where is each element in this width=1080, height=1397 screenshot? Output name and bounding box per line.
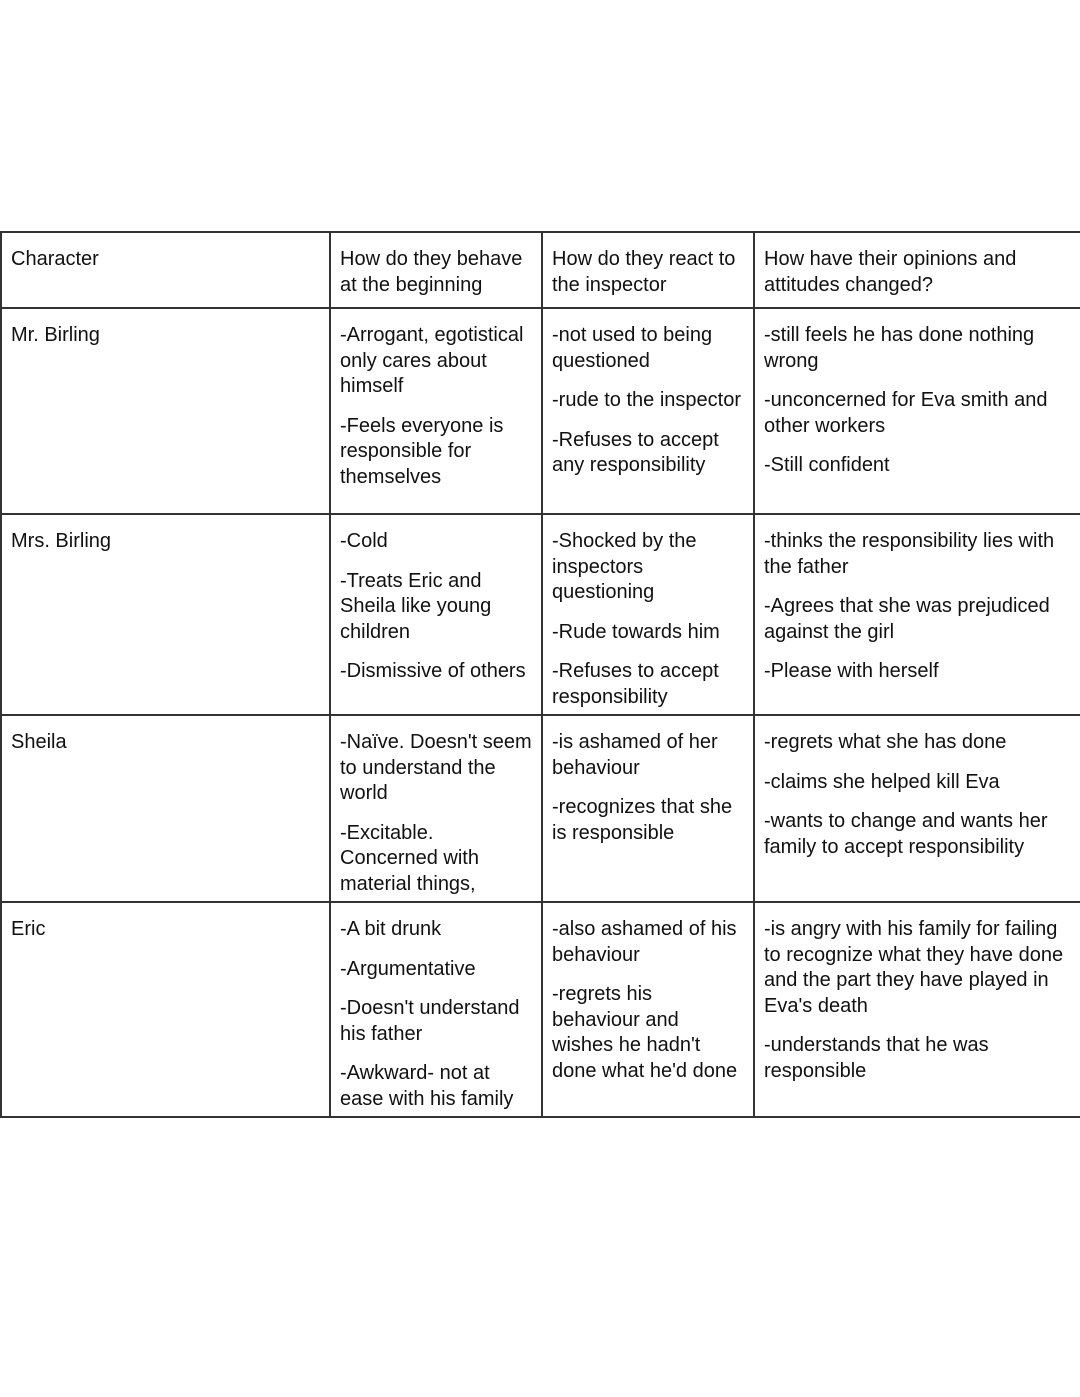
change-entry: -unconcerned for Eva smith and other workers — [764, 389, 1048, 437]
table-row-mr-birling — [1, 308, 1080, 514]
beginning-entry: -Feels everyone is responsible for themselves — [340, 414, 504, 488]
change-entry: -Still confident — [764, 454, 890, 476]
table-row-eric — [1, 902, 1080, 1117]
reaction-entry: -Shocked by the inspectors questioning — [552, 530, 697, 603]
change-entry: -Agrees that she was prejudiced against the girl — [764, 595, 1050, 643]
beginning-entry: -Treats Eric and Sheila like young children — [340, 569, 492, 643]
change-entry: -still feels he has done nothing wrong — [764, 324, 1035, 372]
change-entry: -understands that he was responsible — [764, 1034, 989, 1082]
reaction-cell — [542, 308, 754, 514]
character-cell: Mrs. Birling — [1, 514, 330, 715]
header-character: Character — [1, 232, 330, 308]
reaction-cell — [542, 514, 754, 715]
beginning-entry: -Dismissive of others — [340, 660, 526, 682]
change-entry: -Please with herself — [764, 660, 939, 682]
character-cell: Eric — [1, 902, 330, 1117]
change-cell — [754, 902, 1080, 1117]
reaction-entry: -rude to the inspector — [552, 389, 741, 411]
header-reaction: How do they react to the inspector — [542, 232, 754, 308]
reaction-entry: -not used to being questioned — [552, 324, 713, 372]
reaction-cell — [542, 902, 754, 1117]
character-cell: Sheila — [1, 715, 330, 902]
reaction-entry: -regrets his behaviour and wishes he hadn't done what he'd done — [552, 983, 738, 1082]
change-entry: -is angry with his family for failing to recognize what they have done and the part they have played in Eva's death — [764, 918, 1064, 1017]
beginning-entry: -Awkward- not at ease with his family — [340, 1062, 514, 1110]
beginning-entry: -Cold — [340, 530, 388, 552]
beginning-cell — [330, 514, 542, 715]
change-entry: -claims she helped kill Eva — [764, 770, 1000, 793]
table-row-mrs-birling — [1, 514, 1080, 715]
change-entry: -thinks the responsibility lies with the father — [764, 530, 1055, 578]
change-cell — [754, 514, 1080, 715]
reaction-cell — [542, 715, 754, 902]
character-analysis-sheet — [0, 231, 1080, 1118]
character-cell: Mr. Birling — [1, 308, 330, 514]
beginning-cell — [330, 308, 542, 514]
beginning-entry: -Excitable. Concerned with material things, — [340, 821, 479, 895]
reaction-entry: -Refuses to accept any responsibility — [552, 428, 719, 476]
reaction-entry: -is ashamed of her behaviour — [552, 731, 718, 779]
beginning-cell — [330, 715, 542, 902]
reaction-entry: -Rude towards him — [552, 620, 720, 643]
header-change: How have their opinions and attitudes changed? — [754, 232, 1080, 308]
reaction-entry: -Refuses to accept responsibility — [552, 660, 719, 708]
beginning-entry: -Doesn't understand his father — [340, 997, 520, 1045]
change-entry: -regrets what she has done — [764, 731, 1007, 753]
header-row — [1, 232, 1080, 308]
change-entry: -wants to change and wants her family to accept responsibility — [764, 810, 1048, 858]
beginning-entry: -Naïve. Doesn't seem to understand the world — [340, 731, 532, 804]
beginning-entry: -Argumentative — [340, 957, 476, 980]
beginning-entry: -A bit drunk — [340, 918, 442, 940]
table-row-sheila — [1, 715, 1080, 902]
header-beginning: How do they behave at the beginning — [330, 232, 542, 308]
character-table — [0, 231, 1080, 1118]
reaction-entry: -also ashamed of his behaviour — [552, 918, 737, 966]
change-cell — [754, 715, 1080, 902]
beginning-entry: -Arrogant, egotistical only cares about himself — [340, 324, 524, 397]
beginning-cell — [330, 902, 542, 1117]
change-cell — [754, 308, 1080, 514]
reaction-entry: -recognizes that she is responsible — [552, 796, 733, 844]
